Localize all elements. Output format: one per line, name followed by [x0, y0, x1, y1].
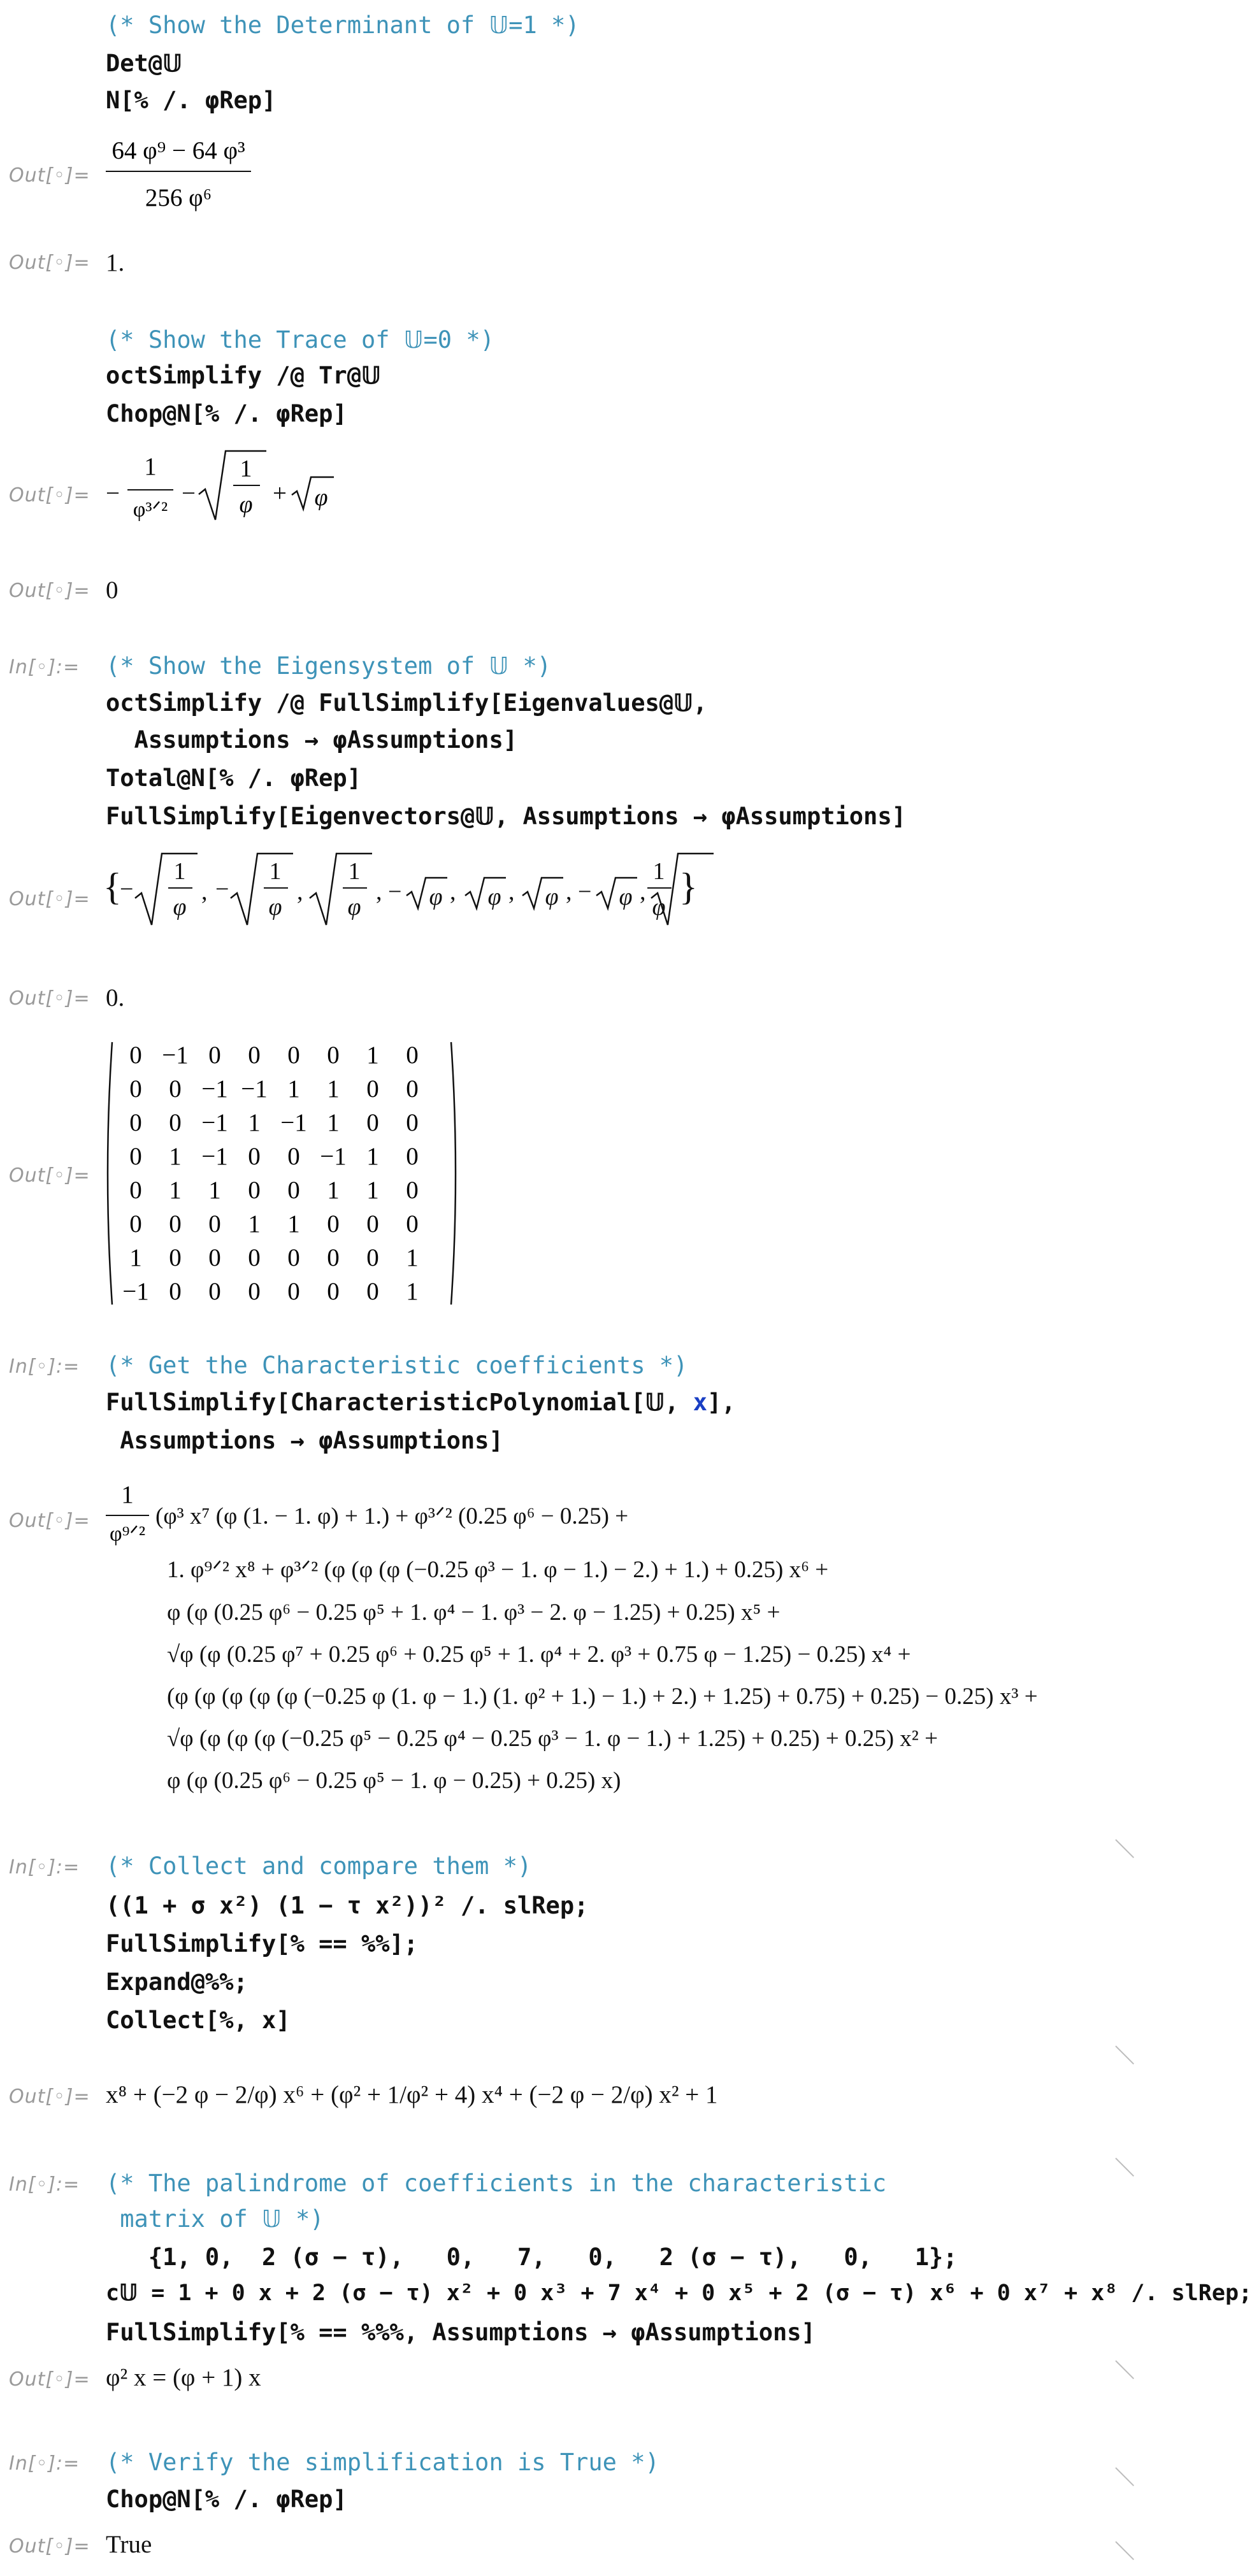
comment-eigensystem: (* Show the Eigensystem of 𝕌 *) [106, 652, 551, 680]
comment-verify: (* Verify the simplification is True *) [106, 2449, 659, 2476]
fraction-bar [127, 489, 173, 490]
svg-text:,: , [201, 878, 208, 905]
matrix-cell: −1 [201, 1109, 228, 1136]
svg-text:φ: φ [173, 894, 187, 920]
out-label: Out[◦]= [9, 2535, 90, 2558]
poly-line: (φ (φ (φ (φ (φ (−0.25 φ (1. φ − 1.) (1. φ² + 1.) − 1.) + 2.) + 1.25) + 0.75) + 0.25) − 0.25) x³ + [167, 1684, 1038, 1710]
matrix-cell: 0 [248, 1041, 261, 1069]
matrix-cell: 0 [248, 1244, 261, 1271]
matrix-cell: 0 [169, 1210, 182, 1238]
input-line[interactable]: FullSimplify[CharacteristicPolynomial[𝕌, x], [106, 1389, 736, 1416]
matrix-cell: 1 [129, 1244, 142, 1271]
matrix-cell: 1 [327, 1177, 340, 1204]
eigenvalues-list-end [647, 847, 730, 936]
matrix-cell: 0 [406, 1177, 419, 1204]
matrix-cell: −1 [162, 1041, 189, 1069]
input-line[interactable]: Total@N[% /. φRep] [106, 764, 361, 792]
svg-text:1: 1 [269, 858, 282, 885]
fraction-denominator: φ³ᐟ² [133, 498, 168, 522]
matrix-cell: 1 [327, 1109, 340, 1136]
matrix-cell: 0 [366, 1244, 379, 1271]
svg-text:,: , [640, 878, 646, 905]
input-line[interactable]: Det@𝕌 [106, 50, 182, 77]
input-line[interactable]: c𝕌 = 1 + 0 x + 2 (σ − τ) x² + 0 x³ + 7 x⁴ + 0 x⁵ + 2 (σ − τ) x⁶ + 0 x⁷ + x⁸ /. slRep; [106, 2280, 1252, 2306]
comment-palindrome: matrix of 𝕌 *) [106, 2205, 324, 2233]
matrix-cell: 0 [366, 1109, 379, 1136]
cell-bracket[interactable] [1115, 2467, 1134, 2486]
input-line[interactable]: N[% /. φRep] [106, 87, 277, 114]
matrix-row [116, 1106, 432, 1140]
matrix-row [116, 1173, 432, 1207]
out-label: Out[◦]= [9, 987, 90, 1010]
matrix-cell: 1 [208, 1177, 221, 1204]
input-line[interactable]: Collect[%, x] [106, 2007, 291, 2034]
out-label: Out[◦]= [9, 164, 90, 187]
sqrt-inverse-phi [198, 448, 268, 525]
matrix-cell: −1 [280, 1109, 307, 1136]
svg-text:, −: , − [376, 878, 402, 905]
svg-text:−: − [120, 876, 134, 903]
matrix-cell: 0 [366, 1210, 379, 1238]
in-label: In[◦]:= [9, 2173, 80, 2196]
input-line[interactable]: FullSimplify[% == %%%, Assumptions → φAssumptions] [106, 2319, 816, 2346]
matrix-cell: 1 [287, 1075, 300, 1103]
output-value: 0 [106, 576, 119, 604]
matrix-cell: 0 [287, 1278, 300, 1305]
output-value: x⁸ + (−2 φ − 2/φ) x⁶ + (φ² + 1/φ² + 4) x⁴ + (−2 φ − 2/φ) x² + 1 [106, 2081, 718, 2108]
matrix-cell: 0 [327, 1041, 340, 1069]
matrix-cell: 0 [208, 1278, 221, 1305]
out-label: Out[◦]= [9, 2368, 90, 2391]
svg-text:,: , [450, 878, 456, 905]
output-value: 1. [106, 249, 125, 276]
svg-text:φ: φ [268, 894, 282, 920]
poly-line: √φ (φ (0.25 φ⁷ + 0.25 φ⁶ + 0.25 φ⁵ + 1. φ⁴ + 2. φ³ + 0.75 φ − 1.25) − 0.25) x⁴ + [167, 1642, 911, 1668]
matrix-row [116, 1140, 432, 1173]
out-label: Out[◦]= [9, 2086, 90, 2108]
plus-sign: + [273, 480, 287, 507]
cell-bracket[interactable] [1115, 1839, 1134, 1858]
svg-text:1: 1 [173, 858, 186, 885]
comment-characteristic: (* Get the Characteristic coefficients *) [106, 1352, 688, 1379]
matrix-cell: −1 [201, 1143, 228, 1170]
matrix-cell: 0 [406, 1143, 419, 1170]
matrix-row [116, 1072, 432, 1106]
matrix-cell: 0 [327, 1278, 340, 1305]
svg-text:,: , [297, 878, 303, 905]
matrix-table [116, 1038, 432, 1308]
svg-text:, −: , − [566, 878, 592, 905]
minus-sign: − [182, 480, 196, 507]
output-value: True [106, 2531, 152, 2558]
input-line[interactable]: octSimplify /@ FullSimplify[Eigenvalues@𝕌, [106, 689, 708, 717]
matrix-cell: 1 [169, 1143, 182, 1170]
matrix-cell: 0 [169, 1244, 182, 1271]
eigenvalues-list [102, 847, 701, 936]
fraction-numerator: 1 [121, 1481, 134, 1508]
matrix-cell: 0 [248, 1143, 261, 1170]
comment-collect: (* Collect and compare them *) [106, 1852, 532, 1880]
matrix-row [116, 1207, 432, 1241]
out-label: Out[◦]= [9, 1510, 90, 1532]
matrix-cell: 0 [406, 1210, 419, 1238]
matrix-cell: 0 [129, 1210, 142, 1238]
svg-text:1: 1 [240, 455, 252, 482]
matrix-cell: 0 [129, 1177, 142, 1204]
matrix-cell: 1 [248, 1210, 261, 1238]
svg-text:φ: φ [314, 484, 328, 511]
matrix-cell: 0 [169, 1278, 182, 1305]
svg-text:}: } [679, 866, 698, 908]
in-label: In[◦]:= [9, 656, 80, 678]
out-label: Out[◦]= [9, 252, 90, 274]
svg-text:φ: φ [545, 884, 559, 910]
input-line[interactable]: octSimplify /@ Tr@𝕌 [106, 362, 381, 389]
out-label: Out[◦]= [9, 580, 90, 602]
matrix-cell: −1 [201, 1075, 228, 1103]
in-label: In[◦]:= [9, 2452, 80, 2475]
matrix-cell: 1 [366, 1041, 379, 1069]
input-line[interactable]: Expand@%%; [106, 1968, 248, 1996]
matrix-cell: 0 [169, 1109, 182, 1136]
matrix-cell: 0 [287, 1143, 300, 1170]
comment-determinant: (* Show the Determinant of 𝕌=1 *) [106, 11, 580, 39]
out-label: Out[◦]= [9, 484, 90, 506]
svg-text:φ: φ [347, 894, 361, 920]
matrix-cell: 0 [366, 1075, 379, 1103]
svg-text:φ: φ [429, 884, 443, 910]
matrix-cell: 0 [129, 1109, 142, 1136]
fraction-numerator: 64 φ⁹ − 64 φ³ [112, 137, 245, 164]
matrix-cell: 0 [248, 1177, 261, 1204]
out-label: Out[◦]= [9, 1164, 90, 1187]
matrix-cell: 1 [169, 1177, 182, 1204]
in-label: In[◦]:= [9, 1856, 80, 1878]
matrix-cell: 1 [406, 1244, 419, 1271]
poly-line: (φ³ x⁷ (φ (1. − 1. φ) + 1.) + φ³ᐟ² (0.25 φ⁶ − 0.25) + [155, 1503, 629, 1529]
fraction-denominator: φ⁹ᐟ² [109, 1522, 146, 1546]
matrix-cell: 0 [129, 1143, 142, 1170]
poly-line: φ (φ (0.25 φ⁶ − 0.25 φ⁵ + 1. φ⁴ − 1. φ³ − 2. φ − 1.25) + 0.25) x⁵ + [167, 1599, 781, 1626]
out-label: Out[◦]= [9, 888, 90, 910]
matrix-cell: 0 [327, 1244, 340, 1271]
cell-bracket[interactable] [1115, 2045, 1134, 2064]
in-label: In[◦]:= [9, 1356, 80, 1378]
cell-bracket[interactable] [1115, 2541, 1134, 2560]
cell-bracket[interactable] [1115, 2157, 1134, 2177]
input-line[interactable]: ((1 + σ x²) (1 − τ x²))² /. slRep; [106, 1892, 589, 1919]
svg-text:φ: φ [619, 884, 633, 910]
fraction-bar [106, 1515, 149, 1516]
comment-palindrome: (* The palindrome of coefficients in the characteristic [106, 2170, 887, 2197]
matrix-cell: −1 [122, 1278, 149, 1305]
svg-text:,: , [508, 878, 515, 905]
input-line[interactable]: FullSimplify[% == %%]; [106, 1930, 419, 1957]
matrix-cell: 0 [287, 1244, 300, 1271]
matrix-cell: 0 [208, 1210, 221, 1238]
matrix-cell: 0 [208, 1041, 221, 1069]
matrix-row [116, 1275, 432, 1308]
matrix-cell: 0 [208, 1244, 221, 1271]
output-value: 0. [106, 984, 125, 1012]
svg-text:{: { [103, 866, 122, 908]
matrix-cell: 0 [406, 1075, 419, 1103]
fraction-numerator: 1 [144, 453, 157, 480]
minus-sign: − [106, 480, 120, 507]
matrix-cell: 0 [366, 1278, 379, 1305]
svg-text:−: − [215, 876, 229, 903]
input-line[interactable]: Chop@N[% /. φRep] [106, 400, 347, 427]
matrix-row [116, 1038, 432, 1072]
matrix-cell: 1 [406, 1278, 419, 1305]
fraction-denominator: 256 φ⁶ [145, 184, 212, 211]
input-line[interactable]: Chop@N[% /. φRep] [106, 2486, 347, 2513]
poly-line: φ (φ (0.25 φ⁶ − 0.25 φ⁵ − 1. φ − 0.25) + 0.25) x) [167, 1768, 621, 1794]
svg-text:1: 1 [348, 858, 361, 885]
matrix-cell: 0 [129, 1075, 142, 1103]
svg-text:φ: φ [652, 894, 666, 920]
matrix-cell: 1 [287, 1210, 300, 1238]
input-line[interactable]: Assumptions → φAssumptions] [106, 726, 518, 754]
matrix-cell: 1 [248, 1109, 261, 1136]
matrix-cell: 1 [366, 1177, 379, 1204]
svg-text:1: 1 [652, 858, 665, 885]
matrix-row [116, 1241, 432, 1275]
input-line[interactable]: FullSimplify[Eigenvectors@𝕌, Assumptions → φAssumptions] [106, 803, 906, 830]
eigenvector-matrix [103, 1040, 460, 1307]
svg-text:φ: φ [487, 884, 501, 910]
output-value: φ² x = (φ + 1) x [106, 2364, 261, 2391]
matrix-cell: 0 [327, 1210, 340, 1238]
poly-line: 1. φ⁹ᐟ² x⁸ + φ³ᐟ² (φ (φ (φ (−0.25 φ³ − 1. φ − 1.) − 2.) + 1.) + 0.25) x⁶ + [167, 1557, 829, 1583]
matrix-cell: 0 [248, 1278, 261, 1305]
matrix-cell: −1 [320, 1143, 347, 1170]
cell-bracket[interactable] [1115, 2360, 1134, 2379]
matrix-cell: 0 [129, 1041, 142, 1069]
matrix-cell: 0 [287, 1041, 300, 1069]
matrix-cell: 0 [406, 1041, 419, 1069]
input-line[interactable]: Assumptions → φAssumptions] [106, 1427, 503, 1454]
matrix-cell: 0 [406, 1109, 419, 1136]
svg-text:φ: φ [239, 491, 253, 518]
matrix-cell: 1 [366, 1143, 379, 1170]
sqrt-phi [291, 475, 335, 513]
matrix-cell: 0 [169, 1075, 182, 1103]
comment-trace: (* Show the Trace of 𝕌=0 *) [106, 326, 494, 354]
matrix-cell: −1 [241, 1075, 268, 1103]
poly-line: √φ (φ (φ (φ (−0.25 φ⁵ − 0.25 φ⁴ − 0.25 φ³ − 1. φ − 1.) + 1.25) + 0.25) + 0.25) x² + [167, 1726, 938, 1752]
fraction-bar [106, 171, 251, 172]
input-line[interactable]: {1, 0, 2 (σ − τ), 0, 7, 0, 2 (σ − τ), 0, 1}; [106, 2243, 958, 2271]
matrix-cell: 0 [287, 1177, 300, 1204]
matrix-cell: 1 [327, 1075, 340, 1103]
